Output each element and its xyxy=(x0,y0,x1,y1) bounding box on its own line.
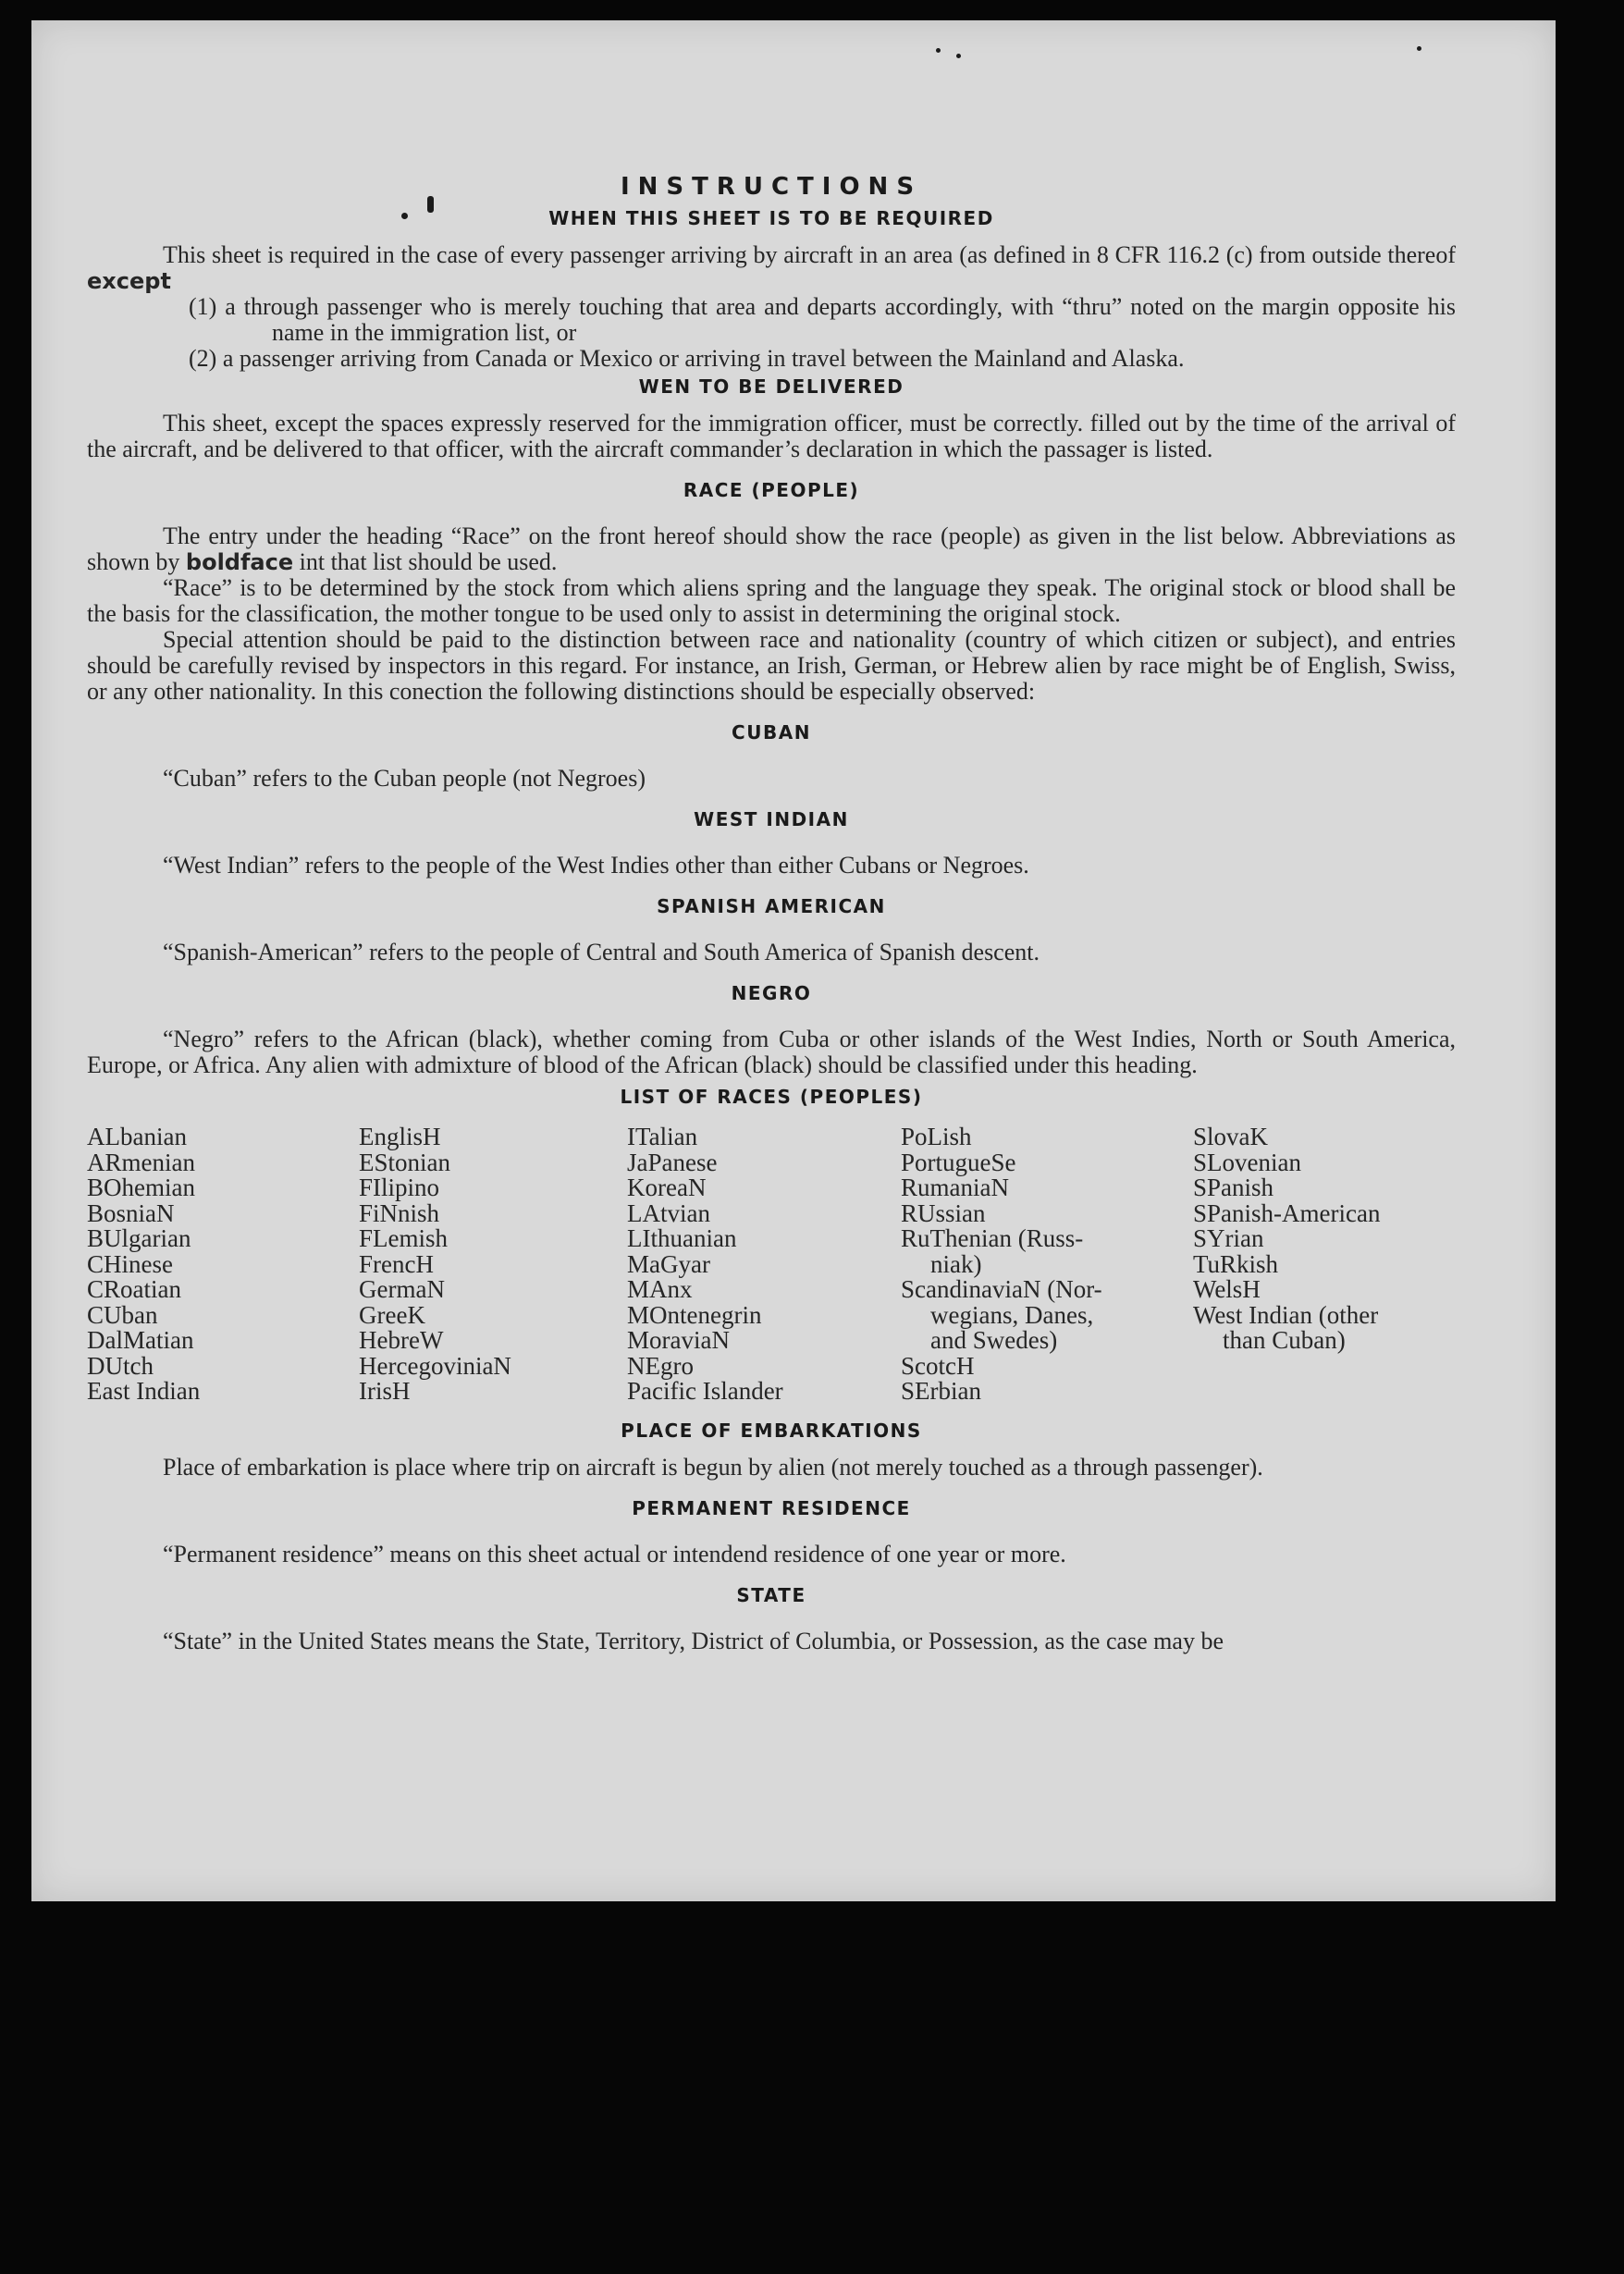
race-entry: RuThenian (Russ- xyxy=(901,1224,1084,1252)
race-entry: West Indian (other xyxy=(1193,1300,1379,1329)
race-paragraph-2: “Race” is to be determined by the stock from which aliens spring and the language they speak. The original stock or blood shall be the basis for the classification, the mother tongue to be used only to assist in determining the original stock. xyxy=(87,574,1456,627)
race-entry: NEgro xyxy=(627,1351,694,1380)
race-entry: SPanish xyxy=(1193,1174,1274,1201)
boldface-bold: boldface xyxy=(185,549,294,575)
cuban-text: “Cuban” refers to the Cuban people (not Negroes) xyxy=(163,765,646,792)
heading-embarkation: PLACE OF EMBARKATIONS xyxy=(621,1419,922,1442)
race-entry: SErbian xyxy=(901,1377,981,1405)
race-entry: SPanish-American xyxy=(1193,1198,1381,1227)
west-indian-text: “West Indian” refers to the people of the West Indies other than either Cubans or Negroes. xyxy=(163,852,1029,879)
heading-cuban: CUBAN xyxy=(732,721,811,744)
races-column-3 xyxy=(627,1125,901,1405)
permanent-residence-text: “Permanent residence” means on this sheet actual or intendend residence of one year or more. xyxy=(163,1540,1066,1567)
race-entry: BosniaN xyxy=(87,1198,175,1227)
race-entry: RumaniaN xyxy=(901,1174,1009,1201)
race-entry: BUlgarian xyxy=(87,1224,191,1252)
ink-dot xyxy=(956,54,961,58)
heading-spanish-american: SPANISH AMERICAN xyxy=(657,895,886,917)
race-entry: CRoatian xyxy=(87,1275,181,1303)
ink-dot xyxy=(1417,46,1421,51)
race-entry: LAtvian xyxy=(627,1198,710,1227)
when-delivered-text: This sheet, except the spaces expressly reserved for the immigration officer, must be correctly. filled out by the time of the arrival of the aircraft, and be delivered to that officer, with the aircraft commander’s declaration in which the passager is listed. xyxy=(87,410,1456,462)
state-text: “State” in the United States means the State, Territory, District of Columbia, or Possession, as the case may be xyxy=(163,1627,1224,1654)
race-entry: CHinese xyxy=(87,1249,173,1278)
race-entry: BOhemian xyxy=(87,1174,195,1201)
race-paragraph-1: The entry under the heading “Race” on the front hereof should show the race (people) as given in the list below. Abbreviations as shown by boldface int that list should be used. xyxy=(87,522,1456,575)
exception-item-2: (2) a passenger arriving from Canada or Mexico or arriving in travel between the Mainland and Alaska. xyxy=(189,345,1185,372)
race-entry-continuation: than Cuban) xyxy=(1223,1326,1346,1354)
race-entry: MoraviaN xyxy=(627,1326,730,1354)
race-entry: HercegoviniaN xyxy=(359,1351,511,1380)
race-entry: WelsH xyxy=(1193,1275,1261,1303)
when-required-intro: This sheet is required in the case of every passenger arriving by aircraft in an area (as defined in 8 CFR 116.2 (c) from outside thereof except xyxy=(87,241,1456,294)
races-list xyxy=(87,1125,1456,1405)
race-entry: ARmenian xyxy=(87,1148,195,1176)
race-entry: SYrian xyxy=(1193,1224,1264,1252)
race-entry: FIlipino xyxy=(359,1174,440,1201)
race-entry: FiNnish xyxy=(359,1198,440,1227)
heading-negro: NEGRO xyxy=(731,982,812,1004)
races-column-1 xyxy=(87,1125,359,1405)
race-entry-continuation: and Swedes) xyxy=(930,1326,1058,1354)
race-entry: Pacific Islander xyxy=(627,1377,783,1405)
race-entry: PoLish xyxy=(901,1123,972,1150)
race-entry: SlovaK xyxy=(1193,1123,1268,1150)
document-sheet xyxy=(31,20,1556,1901)
race-entry: EStonian xyxy=(359,1148,450,1176)
instructions-content xyxy=(87,150,1456,1654)
race-entry: RUssian xyxy=(901,1198,986,1227)
race-entry: CUban xyxy=(87,1300,158,1329)
race-entry: East Indian xyxy=(87,1377,201,1405)
race-entry: TuRkish xyxy=(1193,1249,1279,1278)
race-entry: ScandinaviaN (Nor- xyxy=(901,1275,1102,1303)
exception-item-1: (1) a through passenger who is merely touching that area and departs accordingly, with “thru” noted on the margin opposite his name in the immigration list, or xyxy=(189,293,1456,346)
spanish-american-text: “Spanish-American” refers to the people of Central and South America of Spanish descent. xyxy=(163,939,1040,965)
race-entry: SLovenian xyxy=(1193,1148,1301,1176)
race-entry: FrencH xyxy=(359,1249,434,1278)
heading-race: RACE (PEOPLE) xyxy=(683,479,860,501)
race-entry: ScotcH xyxy=(901,1351,975,1380)
race-entry: FLemish xyxy=(359,1224,449,1252)
race-entry: IrisH xyxy=(359,1377,411,1405)
heading-state: STATE xyxy=(736,1583,806,1606)
race-entry: EnglisH xyxy=(359,1123,441,1150)
race-entry: MOntenegrin xyxy=(627,1300,762,1329)
race-entry: PortugueSe xyxy=(901,1148,1016,1176)
heading-when-delivered: WEN TO BE DELIVERED xyxy=(638,375,904,398)
heading-permanent-residence: PERMANENT RESIDENCE xyxy=(632,1496,911,1519)
race-entry: LIthuanian xyxy=(627,1224,737,1252)
race-entry: MaGyar xyxy=(627,1249,710,1278)
race-entry: GermaN xyxy=(359,1275,445,1303)
race-entry-continuation: niak) xyxy=(930,1249,982,1278)
race-entry: ITalian xyxy=(627,1123,698,1150)
embarkation-text: Place of embarkation is place where trip on aircraft is begun by alien (not merely touched as a through passenger). xyxy=(163,1453,1263,1481)
negro-text: “Negro” refers to the African (black), whether coming from Cuba or other islands of the West Indies, North or South America, Europe, or Africa. Any alien with admixture of blood of the African (black) should be classified under this heading. xyxy=(87,1026,1456,1078)
race-paragraph-3: Special attention should be paid to the distinction between race and nationality (country of which citizen or subject), and entries should be carefully revised by inspectors in this regard. For instance, an Irish, German, or Hebrew alien by race might be of English, Swiss, or any other nationality. In this conection the following distinctions should be especially observed: xyxy=(87,626,1456,705)
races-column-5 xyxy=(1193,1125,1456,1405)
races-column-4 xyxy=(901,1125,1193,1405)
except-bold: except xyxy=(87,268,171,294)
races-column-2 xyxy=(359,1125,627,1405)
race-entry: KoreaN xyxy=(627,1174,707,1201)
race-entry: HebreW xyxy=(359,1326,444,1354)
ink-dot xyxy=(936,48,941,53)
race-entry-continuation: wegians, Danes, xyxy=(930,1300,1094,1329)
document-title: INSTRUCTIONS xyxy=(620,173,923,201)
heading-list-of-races: LIST OF RACES (PEOPLES) xyxy=(620,1086,923,1108)
race-entry: DalMatian xyxy=(87,1326,194,1354)
race-entry: GreeK xyxy=(359,1300,425,1329)
race-entry: MAnx xyxy=(627,1275,693,1303)
heading-west-indian: WEST INDIAN xyxy=(694,808,849,830)
race-entry: ALbanian xyxy=(87,1123,187,1150)
race-entry: JaPanese xyxy=(627,1148,718,1176)
heading-when-required: WHEN THIS SHEET IS TO BE REQUIRED xyxy=(548,207,994,229)
race-entry: DUtch xyxy=(87,1351,154,1380)
